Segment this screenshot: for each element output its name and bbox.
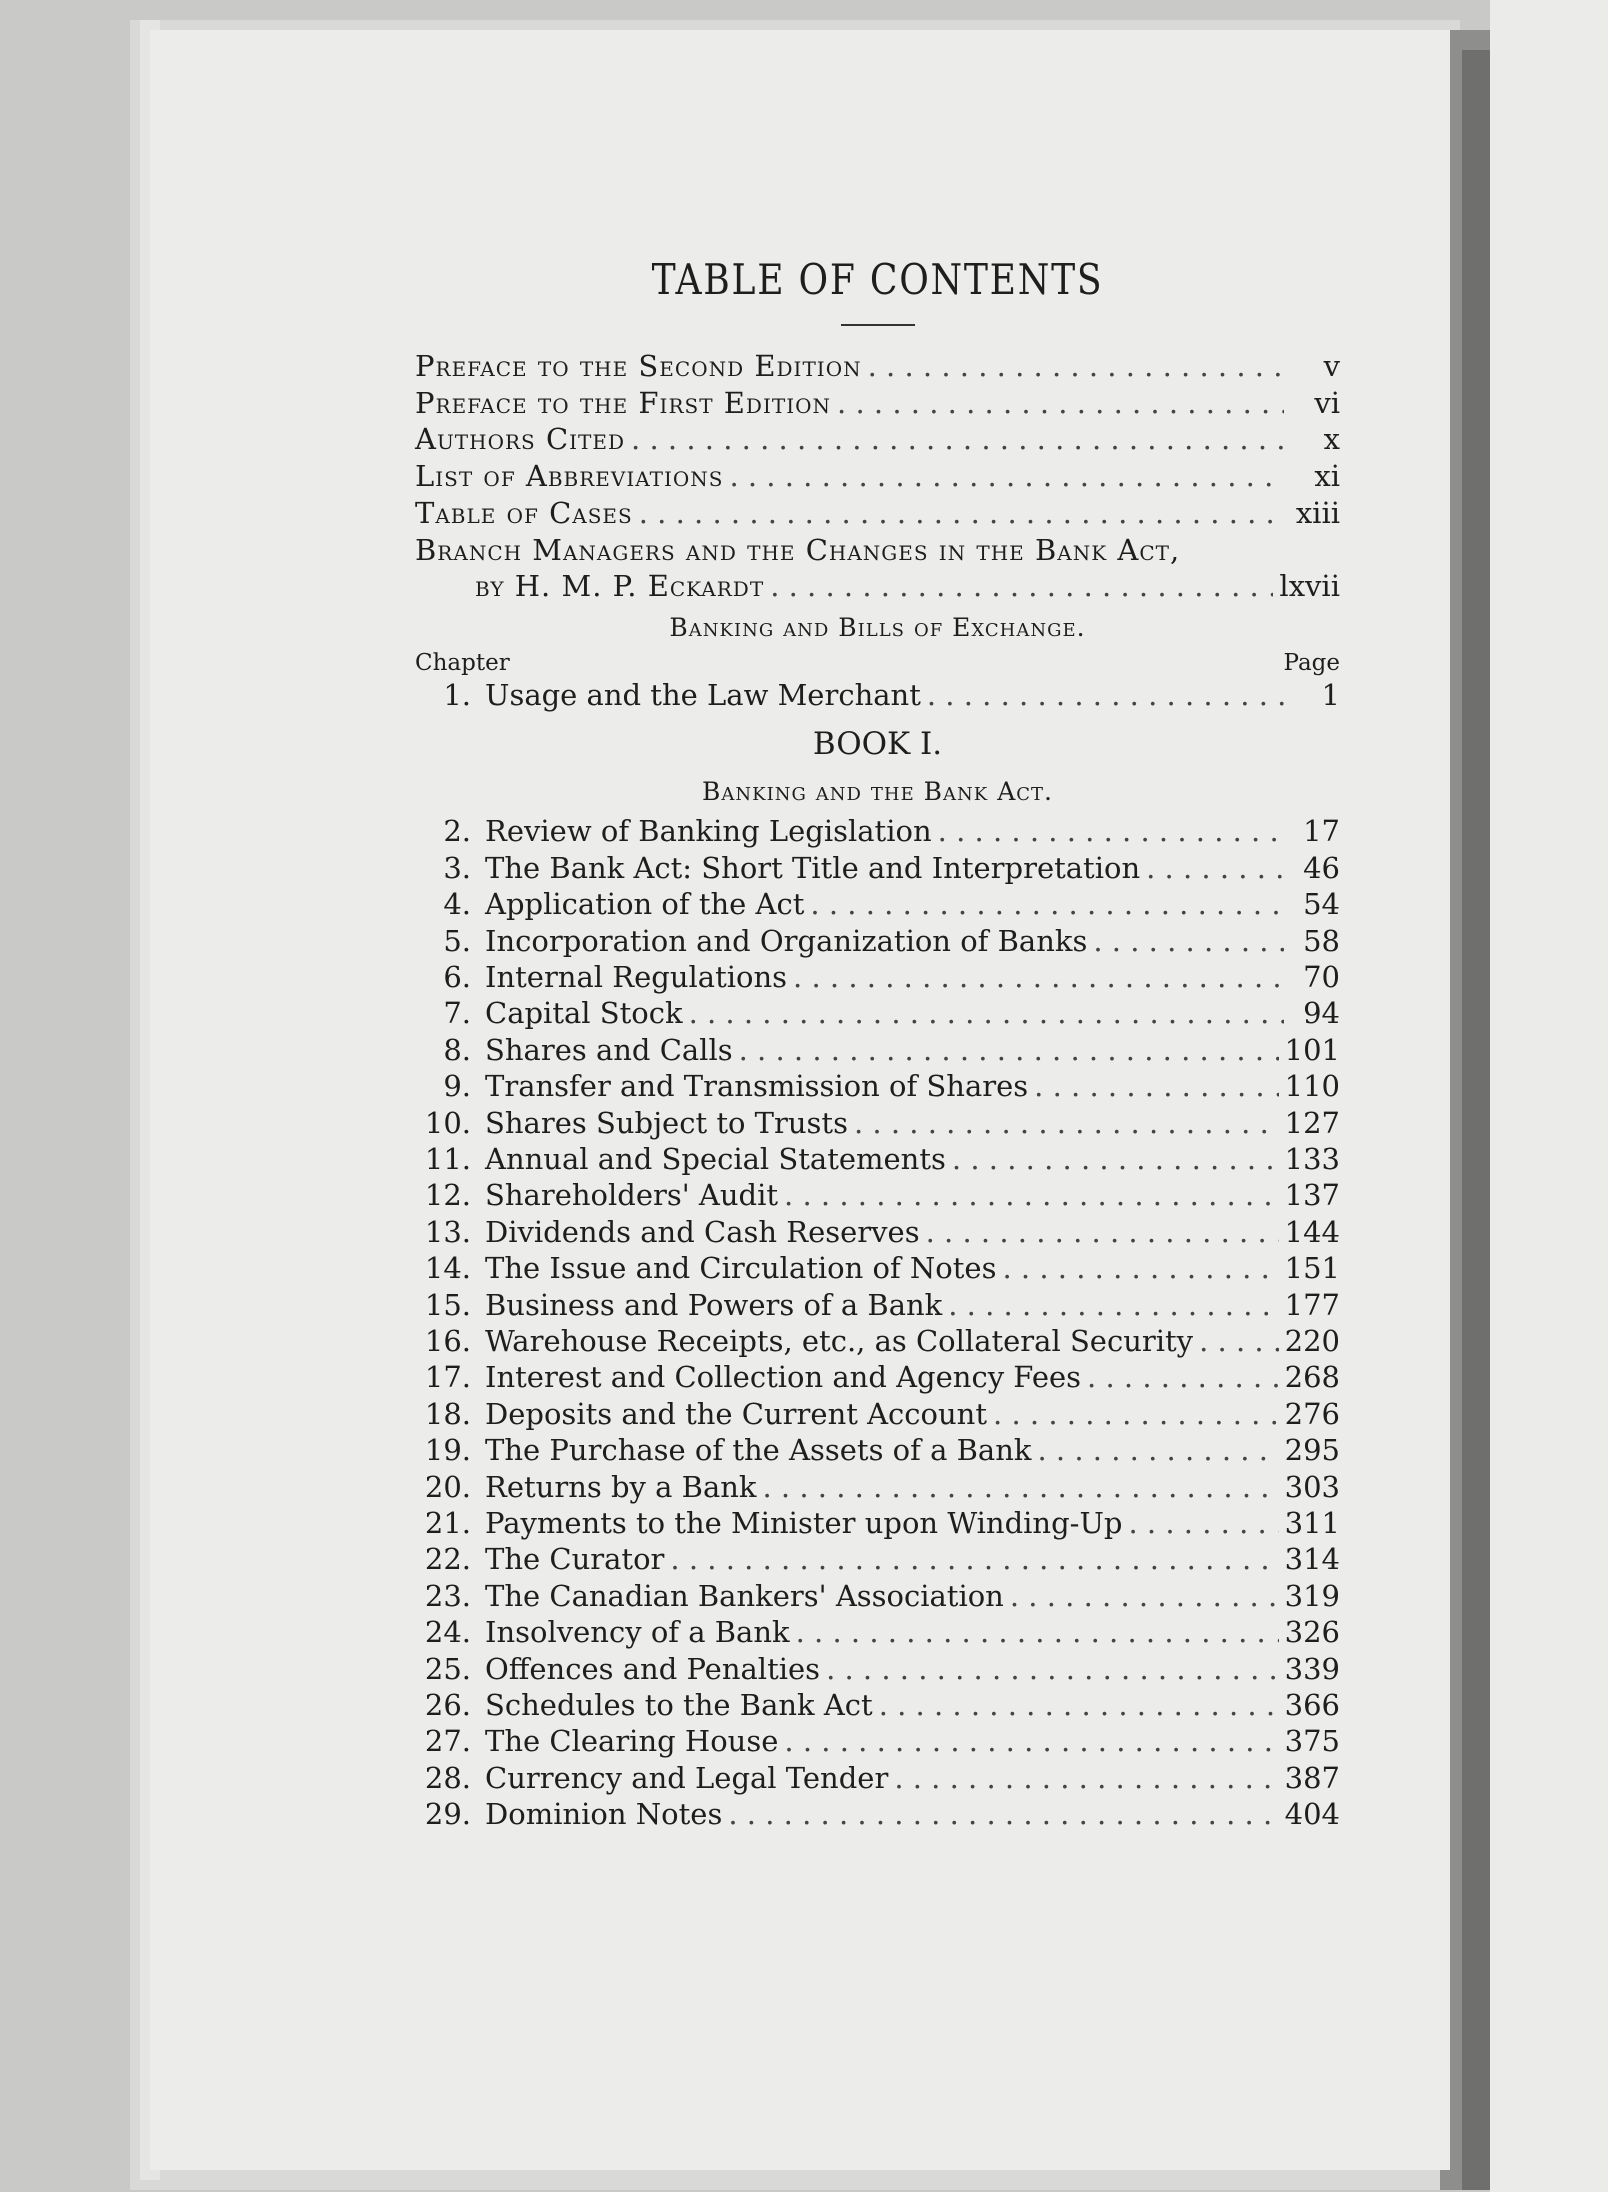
chapter-row — [415, 1287, 1340, 1323]
chapter-title: Incorporation and Organization of Banks — [485, 923, 1088, 958]
dot-leader — [938, 813, 1284, 849]
dot-leader — [894, 1760, 1278, 1796]
chapter-row — [415, 1505, 1340, 1541]
chapter-title: Application of the Act — [485, 887, 805, 922]
dot-leader — [879, 1687, 1279, 1723]
chapter-title: Transfer and Transmission of Shares — [485, 1069, 1029, 1104]
chapter-number: 18. — [424, 1396, 471, 1431]
chapter-row — [415, 959, 1340, 995]
dot-leader — [1128, 1505, 1278, 1541]
dot-leader — [739, 1032, 1279, 1068]
chapter-number: 15. — [424, 1287, 471, 1322]
dot-leader — [1002, 1250, 1278, 1286]
chapter-row — [415, 995, 1340, 1031]
dot-leader — [631, 421, 1284, 458]
page-number: 387 — [1284, 1760, 1340, 1795]
dot-leader — [793, 959, 1284, 995]
chapter-title: Shares and Calls — [485, 1032, 733, 1067]
chapter-number: 13. — [424, 1214, 471, 1249]
front-matter-item — [415, 458, 1340, 495]
page-number: 314 — [1284, 1542, 1340, 1577]
dot-leader — [993, 1396, 1279, 1432]
chapter-row — [415, 1250, 1340, 1286]
chapter-number: 23. — [424, 1578, 471, 1613]
book-heading: BOOK I. — [812, 726, 943, 763]
front-matter-title: Authors Cited — [415, 422, 626, 457]
chapter-row — [415, 1141, 1340, 1177]
chapter-1-list — [415, 677, 1340, 713]
chapter-row — [415, 886, 1340, 922]
chapter-title: Dominion Notes — [485, 1797, 723, 1832]
chapter-number: 29. — [424, 1797, 471, 1832]
chapter-number: 10. — [424, 1105, 471, 1140]
section-heading: Banking and the Bank Act. — [702, 777, 1053, 807]
chapter-row — [415, 1068, 1340, 1104]
chapter-title: Returns by a Bank — [485, 1469, 757, 1504]
dot-leader — [837, 385, 1284, 422]
chapter-number: 26. — [424, 1688, 471, 1723]
chapter-number: 2. — [443, 814, 471, 849]
chapter-row — [415, 1614, 1340, 1650]
page-number: 311 — [1284, 1506, 1340, 1541]
chapter-number: 21. — [424, 1506, 471, 1541]
chapter-title: Shareholders' Audit — [485, 1178, 779, 1213]
table-of-contents — [415, 250, 1340, 1833]
page-number: 326 — [1284, 1615, 1340, 1650]
chapter-row — [415, 1432, 1340, 1468]
page-number: 127 — [1284, 1105, 1340, 1140]
chapter-title: Annual and Special Statements — [485, 1141, 946, 1176]
dot-leader — [1199, 1323, 1279, 1359]
dot-leader — [728, 1796, 1278, 1832]
dot-leader — [689, 995, 1284, 1031]
dot-leader — [854, 1105, 1279, 1141]
front-matter-title: Preface to the First Edition — [415, 385, 832, 420]
page-number: 17 — [1303, 814, 1340, 849]
page-number: v — [1323, 349, 1340, 383]
page-number: 220 — [1284, 1324, 1340, 1359]
front-matter-item — [415, 348, 1340, 385]
chapter-title: Insolvency of a Bank — [485, 1615, 790, 1650]
front-matter-title: List of Abbreviations — [415, 459, 724, 494]
front-matter-author: by H. M. P. Eckardt — [475, 569, 765, 604]
page-number: 137 — [1284, 1178, 1340, 1213]
dot-leader — [670, 1541, 1278, 1577]
chapter-number: 19. — [424, 1433, 471, 1468]
chapter-number: 28. — [424, 1760, 471, 1795]
chapter-title: Dividends and Cash Reserves — [485, 1214, 920, 1249]
chapter-number: 4. — [443, 887, 471, 922]
chapter-title: Capital Stock — [485, 996, 683, 1031]
dot-leader — [952, 1141, 1279, 1177]
chapter-title: Business and Powers of a Bank — [485, 1287, 943, 1322]
dot-leader — [639, 495, 1284, 532]
dot-leader — [948, 1287, 1278, 1323]
chapter-title: Offences and Penalties — [485, 1651, 821, 1686]
chapter-number: 6. — [443, 959, 471, 994]
front-matter-item — [415, 421, 1340, 458]
chapter-number: 24. — [424, 1615, 471, 1650]
chapter-number: 8. — [443, 1032, 471, 1067]
dot-leader — [1087, 1359, 1279, 1395]
chapter-number: 1. — [443, 677, 471, 712]
dot-leader — [796, 1614, 1279, 1650]
dot-leader — [1034, 1068, 1278, 1104]
dot-leader — [729, 458, 1284, 495]
chapter-title: The Curator — [485, 1542, 665, 1577]
chapter-title: The Canadian Bankers' Association — [485, 1578, 1004, 1613]
page-number: 366 — [1284, 1688, 1340, 1723]
chapter-title: Usage and the Law Merchant — [485, 677, 921, 712]
chapter-title: The Purchase of the Assets of a Bank — [485, 1433, 1032, 1468]
chapter-title: The Issue and Circulation of Notes — [485, 1251, 997, 1286]
dot-leader — [927, 677, 1284, 713]
chapter-number: 5. — [443, 923, 471, 958]
section-heading: Banking and Bills of Exchange. — [669, 612, 1086, 642]
dot-leader — [784, 1177, 1279, 1213]
chapter-title: Warehouse Receipts, etc., as Collateral Security — [485, 1324, 1194, 1359]
chapter-row — [415, 1032, 1340, 1068]
chapter-number: 14. — [424, 1251, 471, 1286]
dot-leader — [1010, 1578, 1279, 1614]
page-number: 319 — [1284, 1578, 1340, 1613]
dot-leader — [868, 348, 1284, 385]
chapter-row — [415, 1105, 1340, 1141]
page-number: 151 — [1284, 1251, 1340, 1286]
chapter-title: Interest and Collection and Agency Fees — [485, 1360, 1082, 1395]
chapter-row — [415, 1177, 1340, 1213]
chapter-row — [415, 1578, 1340, 1614]
chapter-number: 3. — [443, 850, 471, 885]
dot-leader — [810, 886, 1284, 922]
chapter-title: Internal Regulations — [485, 959, 788, 994]
page-column-header: Page — [1283, 649, 1340, 676]
chapter-title: Schedules to the Bank Act — [485, 1688, 873, 1723]
chapter-row — [415, 850, 1340, 886]
page-number: 70 — [1303, 959, 1340, 994]
title-rule — [841, 324, 915, 326]
chapter-title: Shares Subject to Trusts — [485, 1105, 848, 1140]
chapter-number: 17. — [424, 1360, 471, 1395]
page-number: 1 — [1321, 677, 1340, 712]
dot-leader — [926, 1214, 1279, 1250]
chapter-row — [415, 1214, 1340, 1250]
dot-leader — [826, 1651, 1279, 1687]
chapter-row — [415, 1396, 1340, 1432]
page-number: 110 — [1284, 1069, 1340, 1104]
page-number: 295 — [1284, 1433, 1340, 1468]
chapter-row — [415, 1796, 1340, 1832]
dot-leader — [1037, 1432, 1278, 1468]
dot-leader — [784, 1723, 1278, 1759]
page-number: 46 — [1303, 850, 1340, 885]
chapter-row — [415, 1359, 1340, 1395]
branch-managers-entry-continued — [415, 568, 1340, 605]
chapter-row — [415, 813, 1340, 849]
chapter-number: 20. — [424, 1469, 471, 1504]
chapter-title: The Clearing House — [485, 1724, 779, 1759]
dot-leader — [1146, 850, 1284, 886]
dot-leader — [1093, 923, 1284, 959]
dot-leader — [763, 1469, 1279, 1505]
page-number: xiii — [1295, 495, 1340, 530]
page-number: 144 — [1284, 1214, 1340, 1249]
page-number: 276 — [1284, 1396, 1340, 1431]
page-number: x — [1323, 422, 1340, 457]
page-number: 133 — [1284, 1141, 1340, 1176]
page-number: lxvii — [1279, 569, 1340, 604]
chapter-number: 25. — [424, 1651, 471, 1686]
front-matter-title: Branch Managers and the Changes in the Bank Act, — [415, 532, 1181, 567]
front-matter-item — [415, 385, 1340, 422]
column-headers — [415, 649, 1340, 677]
page-title: TABLE OF CONTENTS — [651, 255, 1104, 304]
page-number: 303 — [1284, 1469, 1340, 1504]
chapter-number: 12. — [424, 1178, 471, 1213]
branch-managers-entry — [415, 532, 1340, 569]
page-number: vi — [1314, 385, 1340, 420]
page-number: 177 — [1284, 1287, 1340, 1322]
page-number: 54 — [1303, 887, 1340, 922]
front-matter-title: Table of Cases — [415, 495, 633, 530]
chapter-title: Currency and Legal Tender — [485, 1760, 889, 1795]
page-number: 339 — [1284, 1651, 1340, 1686]
chapter-row — [415, 677, 1340, 713]
page-number: xi — [1314, 459, 1340, 494]
chapter-title: Deposits and the Current Account — [485, 1396, 988, 1431]
chapter-title: Review of Banking Legislation — [485, 814, 932, 849]
chapter-number: 9. — [443, 1069, 471, 1104]
chapter-row — [415, 1651, 1340, 1687]
front-matter-list — [415, 348, 1340, 605]
page-number: 375 — [1284, 1724, 1340, 1759]
chapter-title: Payments to the Minister upon Winding-Up — [485, 1506, 1123, 1541]
chapter-number: 11. — [424, 1141, 471, 1176]
chapter-title: The Bank Act: Short Title and Interpretation — [485, 850, 1141, 885]
chapter-column-header: Chapter — [415, 649, 510, 676]
page-number: 101 — [1284, 1032, 1340, 1067]
chapter-number: 22. — [424, 1542, 471, 1577]
page-number: 94 — [1303, 996, 1340, 1031]
chapter-row — [415, 1687, 1340, 1723]
chapter-row — [415, 1469, 1340, 1505]
chapter-list — [415, 813, 1340, 1832]
chapter-row — [415, 1760, 1340, 1796]
chapter-row — [415, 923, 1340, 959]
chapter-row — [415, 1323, 1340, 1359]
front-matter-title: Preface to the Second Edition — [415, 349, 862, 383]
chapter-row — [415, 1723, 1340, 1759]
chapter-row — [415, 1541, 1340, 1577]
page-number: 268 — [1284, 1360, 1340, 1395]
page-number: 404 — [1284, 1797, 1340, 1832]
chapter-number: 16. — [424, 1324, 471, 1359]
front-matter-item — [415, 495, 1340, 532]
page-number: 58 — [1303, 923, 1340, 958]
chapter-number: 27. — [424, 1724, 471, 1759]
dot-leader — [770, 568, 1273, 605]
chapter-number: 7. — [443, 996, 471, 1031]
